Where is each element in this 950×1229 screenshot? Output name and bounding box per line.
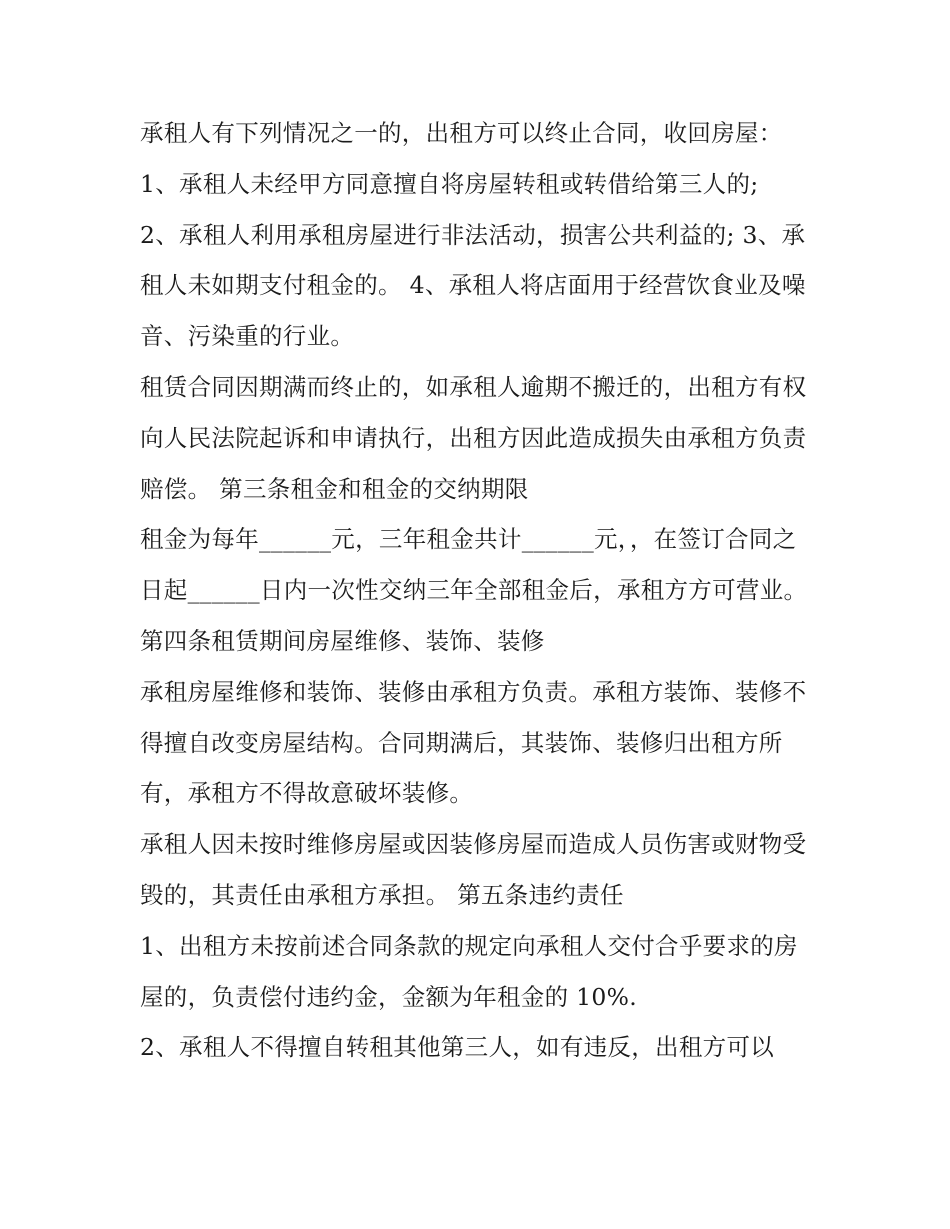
- paragraph-maintenance: 承租房屋维修和装饰、装修由承租方负责。承租方装饰、装修不得擅自改变房屋结构。合同期满后，其装饰、装修归出租方所有，承租方不得故意破坏装修。: [140, 677, 807, 808]
- paragraph-breach-1: 1、出租方未按前述合同条款的规定向承租人交付合乎要求的房屋的，负责偿付违约金，金额为年租金的 10%.: [140, 931, 798, 1011]
- document-page: [140, 108, 820, 1073]
- paragraph-damage-liability: 承租人因未按时维修房屋或因装修房屋而造成人员伤害或财物受毁的，其责任由承租方承担。 第五条违约责任: [140, 830, 807, 909]
- paragraph-clause-2-3-4: 2、承租人利用承租房屋进行非法活动，损害公共利益的; 3、承租人未如期支付租金的。 4、承租人将店面用于经营饮食业及噪音、污染重的行业。: [140, 220, 806, 351]
- paragraph-termination-conditions: 承租人有下列情况之一的，出租方可以终止合同，收回房屋：: [140, 119, 783, 147]
- paragraph-lease-expiry: 租赁合同因期满而终止的，如承租人逾期不搬迁的，出租方有权向人民法院起诉和申请执行，出租方因此造成损失由承租方负责赔偿。 第三条租金和租金的交纳期限: [140, 372, 807, 503]
- paragraph-rent-amount: 租金为每年______元，三年租金共计______元，，在签订合同之日起______日内一次性交纳三年全部租金后，承租方方可营业。: [140, 525, 808, 605]
- paragraph-clause-1-sublet: 1、承租人未经甲方同意擅自将房屋转租或转借给第三人的;: [140, 169, 759, 198]
- paragraph-breach-2: 2、承租人不得擅自转租其他第三人，如有违反，出租方可以: [140, 1033, 775, 1062]
- heading-article-4: 第四条租赁期间房屋维修、装饰、装修: [140, 626, 545, 655]
